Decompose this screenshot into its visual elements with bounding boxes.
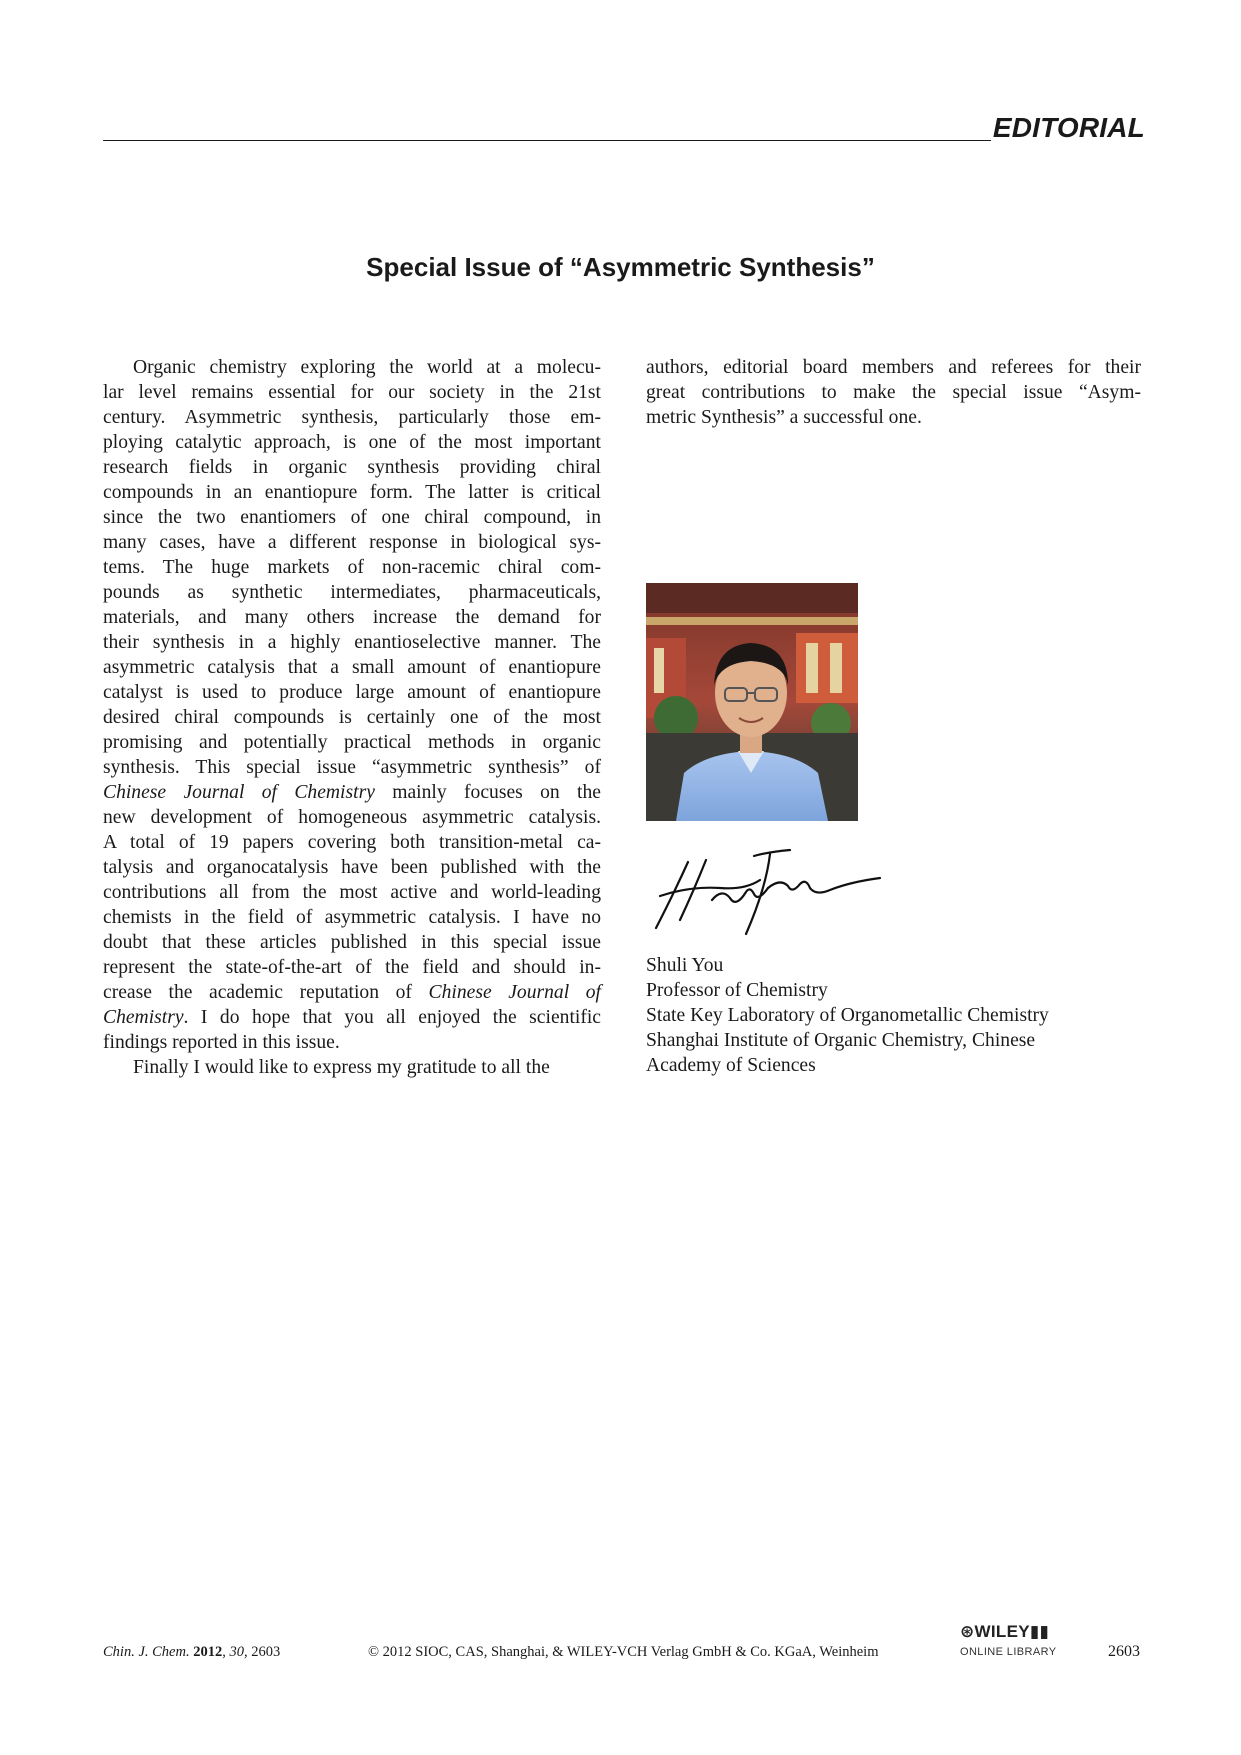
body-line: research fields in organic synthesis providing chiral xyxy=(103,457,601,478)
body-line: their synthesis in a highly enantioselective manner. The xyxy=(103,632,601,653)
author-signature xyxy=(650,848,885,938)
publisher-logo xyxy=(960,1622,1070,1664)
body-line: Organic chemistry exploring the world at a molecu- xyxy=(133,357,601,378)
citation-year: 2012 xyxy=(193,1644,223,1660)
body-line: asymmetric catalysis that a small amount of enantiopure xyxy=(103,657,601,678)
body-line: doubt that these articles published in this special issue xyxy=(103,932,601,953)
header-rule xyxy=(103,140,991,141)
author-block xyxy=(646,953,1049,1078)
author-name: Shuli You xyxy=(646,955,724,976)
footer-citation: Chin. J. Chem. 2012, 30, 2603 xyxy=(103,1644,281,1660)
publisher-logo-subtext: ONLINE LIBRARY xyxy=(960,1646,1057,1658)
body-line-fragment: . I do hope that you all enjoyed the scientific xyxy=(183,1007,601,1028)
left-column xyxy=(103,355,601,1080)
body-line: authors, editorial board members and referees for their xyxy=(646,357,1141,378)
body-line: tems. The huge markets of non-racemic chiral com- xyxy=(103,557,601,578)
article-title: Special Issue of “Asymmetric Synthesis” xyxy=(366,252,875,282)
body-line: desired chiral compounds is certainly one of the most xyxy=(103,707,601,728)
body-line xyxy=(103,1005,601,1030)
body-line: since the two enantiomers of one chiral compound, in xyxy=(103,507,601,528)
body-line: metric Synthesis” a successful one. xyxy=(646,407,922,428)
author-photo xyxy=(646,583,858,821)
body-line xyxy=(103,780,601,805)
body-line: Finally I would like to express my gratitude to all the xyxy=(133,1057,550,1078)
body-line: contributions all from the most active and world-leading xyxy=(103,882,601,903)
citation-volume: 30 xyxy=(229,1644,244,1660)
body-line-fragment: crease the academic reputation of xyxy=(103,982,412,1003)
author-affiliation: Shanghai Institute of Organic Chemistry, Chinese xyxy=(646,1030,1036,1051)
author-affiliation: State Key Laboratory of Organometallic Chemistry xyxy=(646,1005,1049,1026)
body-line: lar level remains essential for our society in the 21st xyxy=(103,382,601,403)
library-books-icon: ▮▮ xyxy=(1029,1622,1050,1641)
body-line: promising and potentially practical methods in organic xyxy=(103,732,601,753)
body-line: catalyst is used to produce large amount of enantiopure xyxy=(103,682,601,703)
body-line: compounds in an enantiopure form. The latter is critical xyxy=(103,482,601,503)
body-line: represent the state-of-the-art of the field and should in- xyxy=(103,957,601,978)
body-line: findings reported in this issue. xyxy=(103,1032,340,1053)
body-line: great contributions to make the special issue “Asym- xyxy=(646,382,1141,403)
body-line-fragment: mainly focuses on the xyxy=(392,782,601,803)
body-line: materials, and many others increase the demand for xyxy=(103,607,601,628)
body-line: new development of homogeneous asymmetric catalysis. xyxy=(103,807,601,828)
wiley-seal-icon: ⊛ xyxy=(960,1622,975,1641)
page-number: 2603 xyxy=(1108,1643,1140,1660)
publisher-logo-text: ⊛WILEY▮▮ xyxy=(960,1622,1050,1641)
body-line: talysis and organocatalysis have been published with the xyxy=(103,857,601,878)
citation-page: 2603 xyxy=(251,1644,281,1660)
body-line: chemists in the field of asymmetric catalysis. I have no xyxy=(103,907,601,928)
body-line: synthesis. This special issue “asymmetric synthesis” of xyxy=(103,757,601,778)
journal-name-italic: Chemistry xyxy=(103,1007,184,1028)
journal-abbreviation: Chin. J. Chem. xyxy=(103,1644,190,1660)
body-line: many cases, have a different response in biological sys- xyxy=(103,532,601,553)
right-column xyxy=(646,355,1141,430)
journal-name-italic: Chinese Journal of xyxy=(428,982,601,1003)
section-label: EDITORIAL xyxy=(992,112,1145,143)
body-line: century. Asymmetric synthesis, particularly those em- xyxy=(103,407,601,428)
footer-copyright: © 2012 SIOC, CAS, Shanghai, & WILEY-VCH Verlag GmbH & Co. KGaA, Weinheim xyxy=(368,1644,879,1660)
body-line xyxy=(103,980,601,1005)
body-line: ploying catalytic approach, is one of the most important xyxy=(103,432,601,453)
body-line: A total of 19 papers covering both transition-metal ca- xyxy=(103,832,601,853)
body-line: pounds as synthetic intermediates, pharmaceuticals, xyxy=(103,582,601,603)
journal-name-italic: Chinese Journal of Chemistry xyxy=(103,782,375,803)
author-affiliation: Academy of Sciences xyxy=(646,1055,816,1076)
author-position: Professor of Chemistry xyxy=(646,980,828,1001)
